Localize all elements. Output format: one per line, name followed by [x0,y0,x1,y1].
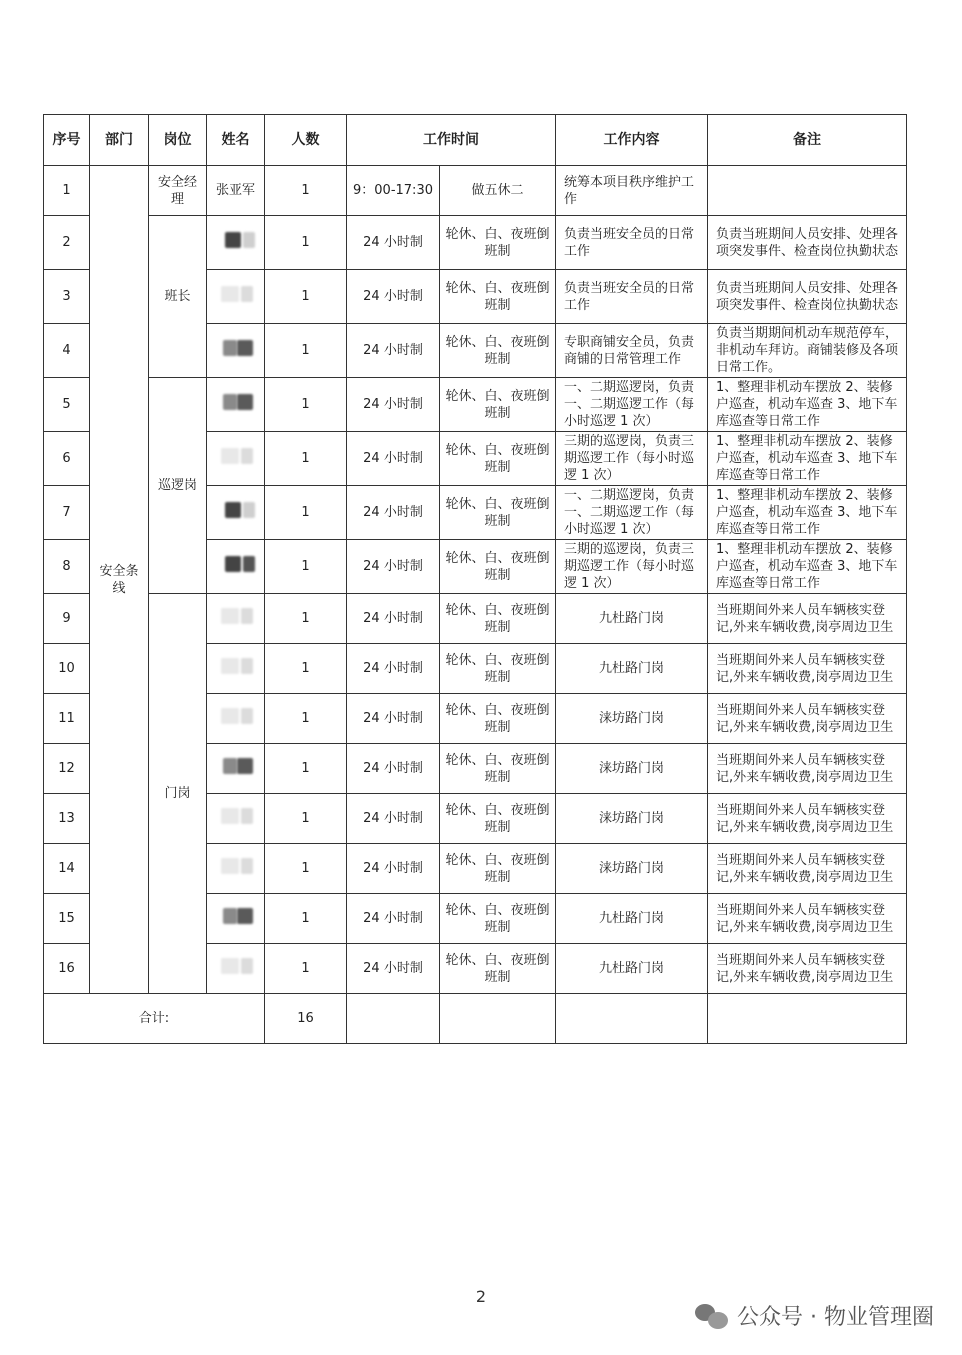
header-remark: 备注 [708,115,907,166]
cell-content: 三期的巡逻岗，负责三期巡逻工作（每小时巡逻 1 次） [556,540,708,594]
cell-no: 1 [44,166,90,216]
cell-shift: 轮休、白、夜班倒班制 [440,432,556,486]
cell-content: 统筹本项目秩序维护工作 [556,166,708,216]
cell-count: 1 [265,486,347,540]
cell-remark: 1、整理非机动车摆放 2、装修户巡查，机动车巡查 3、地下车库巡查等日常工作 [708,486,907,540]
cell-time: 24 小时制 [347,540,440,594]
cell-dept: 安全条线 [90,166,149,994]
redacted-name-image [213,230,259,250]
cell-name-redacted [207,378,265,432]
cell-post: 安全经理 [149,166,207,216]
cell-time: 24 小时制 [347,270,440,324]
watermark [695,1300,934,1331]
cell-shift: 轮休、白、夜班倒班制 [440,694,556,744]
cell-remark: 当班期间外来人员车辆核实登记,外来车辆收费,岗亭周边卫生 [708,594,907,644]
cell-shift: 轮休、白、夜班倒班制 [440,794,556,844]
total-empty-cell [556,994,708,1044]
table-row [44,378,907,432]
cell-shift: 轮休、白、夜班倒班制 [440,378,556,432]
cell-no: 12 [44,744,90,794]
cell-shift: 轮休、白、夜班倒班制 [440,944,556,994]
cell-remark: 负责当期期间机动车规范停车，非机动车拜访。商铺装修及各项日常工作。 [708,324,907,378]
total-empty-cell [708,994,907,1044]
cell-name-redacted [207,594,265,644]
cell-count: 1 [265,540,347,594]
cell-no: 11 [44,694,90,744]
cell-no: 9 [44,594,90,644]
redacted-name-image [213,338,259,358]
header-no: 序号 [44,115,90,166]
cell-name-redacted [207,216,265,270]
cell-content: 负责当班安全员的日常工作 [556,270,708,324]
cell-remark: 当班期间外来人员车辆核实登记,外来车辆收费,岗亭周边卫生 [708,944,907,994]
cell-content: 涞坊路门岗 [556,794,708,844]
cell-time: 24 小时制 [347,594,440,644]
cell-count: 1 [265,644,347,694]
cell-remark: 负责当班期间人员安排、处理各项突发事件、检查岗位执勤状态 [708,270,907,324]
header-content: 工作内容 [556,115,708,166]
redacted-name-image [213,656,259,676]
cell-no: 10 [44,644,90,694]
cell-time: 24 小时制 [347,844,440,894]
cell-count: 1 [265,270,347,324]
cell-shift: 轮休、白、夜班倒班制 [440,594,556,644]
cell-content: 九杜路门岗 [556,644,708,694]
cell-time: 24 小时制 [347,378,440,432]
cell-name-redacted [207,432,265,486]
cell-name-redacted [207,486,265,540]
cell-time: 24 小时制 [347,744,440,794]
header-time: 工作时间 [347,115,556,166]
cell-content: 九杜路门岗 [556,594,708,644]
header-dept: 部门 [90,115,149,166]
cell-remark: 当班期间外来人员车辆核实登记,外来车辆收费,岗亭周边卫生 [708,794,907,844]
cell-no: 3 [44,270,90,324]
total-empty-cell [440,994,556,1044]
cell-count: 1 [265,594,347,644]
cell-count: 1 [265,324,347,378]
cell-time: 24 小时制 [347,324,440,378]
cell-time: 24 小时制 [347,894,440,944]
cell-no: 6 [44,432,90,486]
cell-no: 2 [44,216,90,270]
cell-no: 14 [44,844,90,894]
table-header-row [44,115,907,166]
redacted-name-image [213,446,259,466]
cell-remark: 当班期间外来人员车辆核实登记,外来车辆收费,岗亭周边卫生 [708,644,907,694]
cell-name: 张亚军 [207,166,265,216]
total-row [44,994,907,1044]
header-count: 人数 [265,115,347,166]
redacted-name-image [213,856,259,876]
cell-no: 4 [44,324,90,378]
cell-count: 1 [265,166,347,216]
cell-time: 9：00-17:30 [347,166,440,216]
cell-remark: 1、整理非机动车摆放 2、装修户巡查，机动车巡查 3、地下车库巡查等日常工作 [708,432,907,486]
cell-count: 1 [265,378,347,432]
cell-content: 一、二期巡逻岗，负责一、二期巡逻工作（每小时巡逻 1 次） [556,378,708,432]
cell-shift: 轮休、白、夜班倒班制 [440,270,556,324]
cell-remark: 负责当班期间人员安排、处理各项突发事件、检查岗位执勤状态 [708,216,907,270]
cell-no: 7 [44,486,90,540]
cell-remark: 当班期间外来人员车辆核实登记,外来车辆收费,岗亭周边卫生 [708,844,907,894]
cell-shift: 轮休、白、夜班倒班制 [440,324,556,378]
cell-content: 涞坊路门岗 [556,844,708,894]
redacted-name-image [213,606,259,626]
cell-count: 1 [265,694,347,744]
cell-count: 1 [265,844,347,894]
cell-post: 巡逻岗 [149,378,207,594]
cell-name-redacted [207,694,265,744]
header-post: 岗位 [149,115,207,166]
watermark-text: 公众号 · 物业管理圈 [737,1305,934,1330]
cell-post: 班长 [149,216,207,378]
cell-remark: 当班期间外来人员车辆核实登记,外来车辆收费,岗亭周边卫生 [708,694,907,744]
table-row [44,216,907,270]
cell-shift: 轮休、白、夜班倒班制 [440,486,556,540]
cell-count: 1 [265,894,347,944]
cell-shift: 轮休、白、夜班倒班制 [440,894,556,944]
cell-post: 门岗 [149,594,207,994]
header-name: 姓名 [207,115,265,166]
cell-time: 24 小时制 [347,486,440,540]
cell-remark: 当班期间外来人员车辆核实登记,外来车辆收费,岗亭周边卫生 [708,744,907,794]
cell-name-redacted [207,540,265,594]
cell-time: 24 小时制 [347,944,440,994]
redacted-name-image [213,956,259,976]
cell-name-redacted [207,944,265,994]
cell-shift: 轮休、白、夜班倒班制 [440,644,556,694]
total-label: 合计: [44,994,265,1044]
cell-shift: 轮休、白、夜班倒班制 [440,844,556,894]
staff-roster-table [43,114,907,1044]
table-row [44,166,907,216]
cell-content: 负责当班安全员的日常工作 [556,216,708,270]
cell-remark [708,166,907,216]
cell-count: 1 [265,744,347,794]
cell-time: 24 小时制 [347,794,440,844]
cell-content: 九杜路门岗 [556,944,708,994]
cell-name-redacted [207,644,265,694]
cell-no: 16 [44,944,90,994]
cell-name-redacted [207,744,265,794]
cell-time: 24 小时制 [347,644,440,694]
redacted-name-image [213,284,259,304]
cell-remark: 1、整理非机动车摆放 2、装修户巡查，机动车巡查 3、地下车库巡查等日常工作 [708,378,907,432]
redacted-name-image [213,392,259,412]
cell-content: 一、二期巡逻岗，负责一、二期巡逻工作（每小时巡逻 1 次） [556,486,708,540]
cell-no: 15 [44,894,90,944]
cell-name-redacted [207,794,265,844]
cell-shift: 轮休、白、夜班倒班制 [440,216,556,270]
redacted-name-image [213,756,259,776]
cell-name-redacted [207,844,265,894]
cell-content: 专职商铺安全员，负责商铺的日常管理工作 [556,324,708,378]
cell-shift: 轮休、白、夜班倒班制 [440,540,556,594]
cell-content: 涞坊路门岗 [556,694,708,744]
cell-shift: 轮休、白、夜班倒班制 [440,744,556,794]
cell-count: 1 [265,794,347,844]
cell-remark: 当班期间外来人员车辆核实登记,外来车辆收费,岗亭周边卫生 [708,894,907,944]
cell-no: 8 [44,540,90,594]
total-count: 16 [265,994,347,1044]
wechat-icon [695,1302,729,1330]
cell-no: 5 [44,378,90,432]
cell-time: 24 小时制 [347,694,440,744]
cell-no: 13 [44,794,90,844]
cell-name-redacted [207,324,265,378]
total-empty-cell [347,994,440,1044]
cell-time: 24 小时制 [347,432,440,486]
cell-count: 1 [265,216,347,270]
redacted-name-image [213,554,259,574]
page-number: 2 [475,1287,487,1306]
cell-remark: 1、整理非机动车摆放 2、装修户巡查，机动车巡查 3、地下车库巡查等日常工作 [708,540,907,594]
cell-content: 三期的巡逻岗，负责三期巡逻工作（每小时巡逻 1 次） [556,432,708,486]
cell-count: 1 [265,944,347,994]
redacted-name-image [213,500,259,520]
cell-content: 九杜路门岗 [556,894,708,944]
cell-name-redacted [207,894,265,944]
redacted-name-image [213,706,259,726]
redacted-name-image [213,806,259,826]
table-row [44,594,907,644]
cell-name-redacted [207,270,265,324]
redacted-name-image [213,906,259,926]
cell-count: 1 [265,432,347,486]
cell-content: 涞坊路门岗 [556,744,708,794]
cell-time: 24 小时制 [347,216,440,270]
cell-shift: 做五休二 [440,166,556,216]
